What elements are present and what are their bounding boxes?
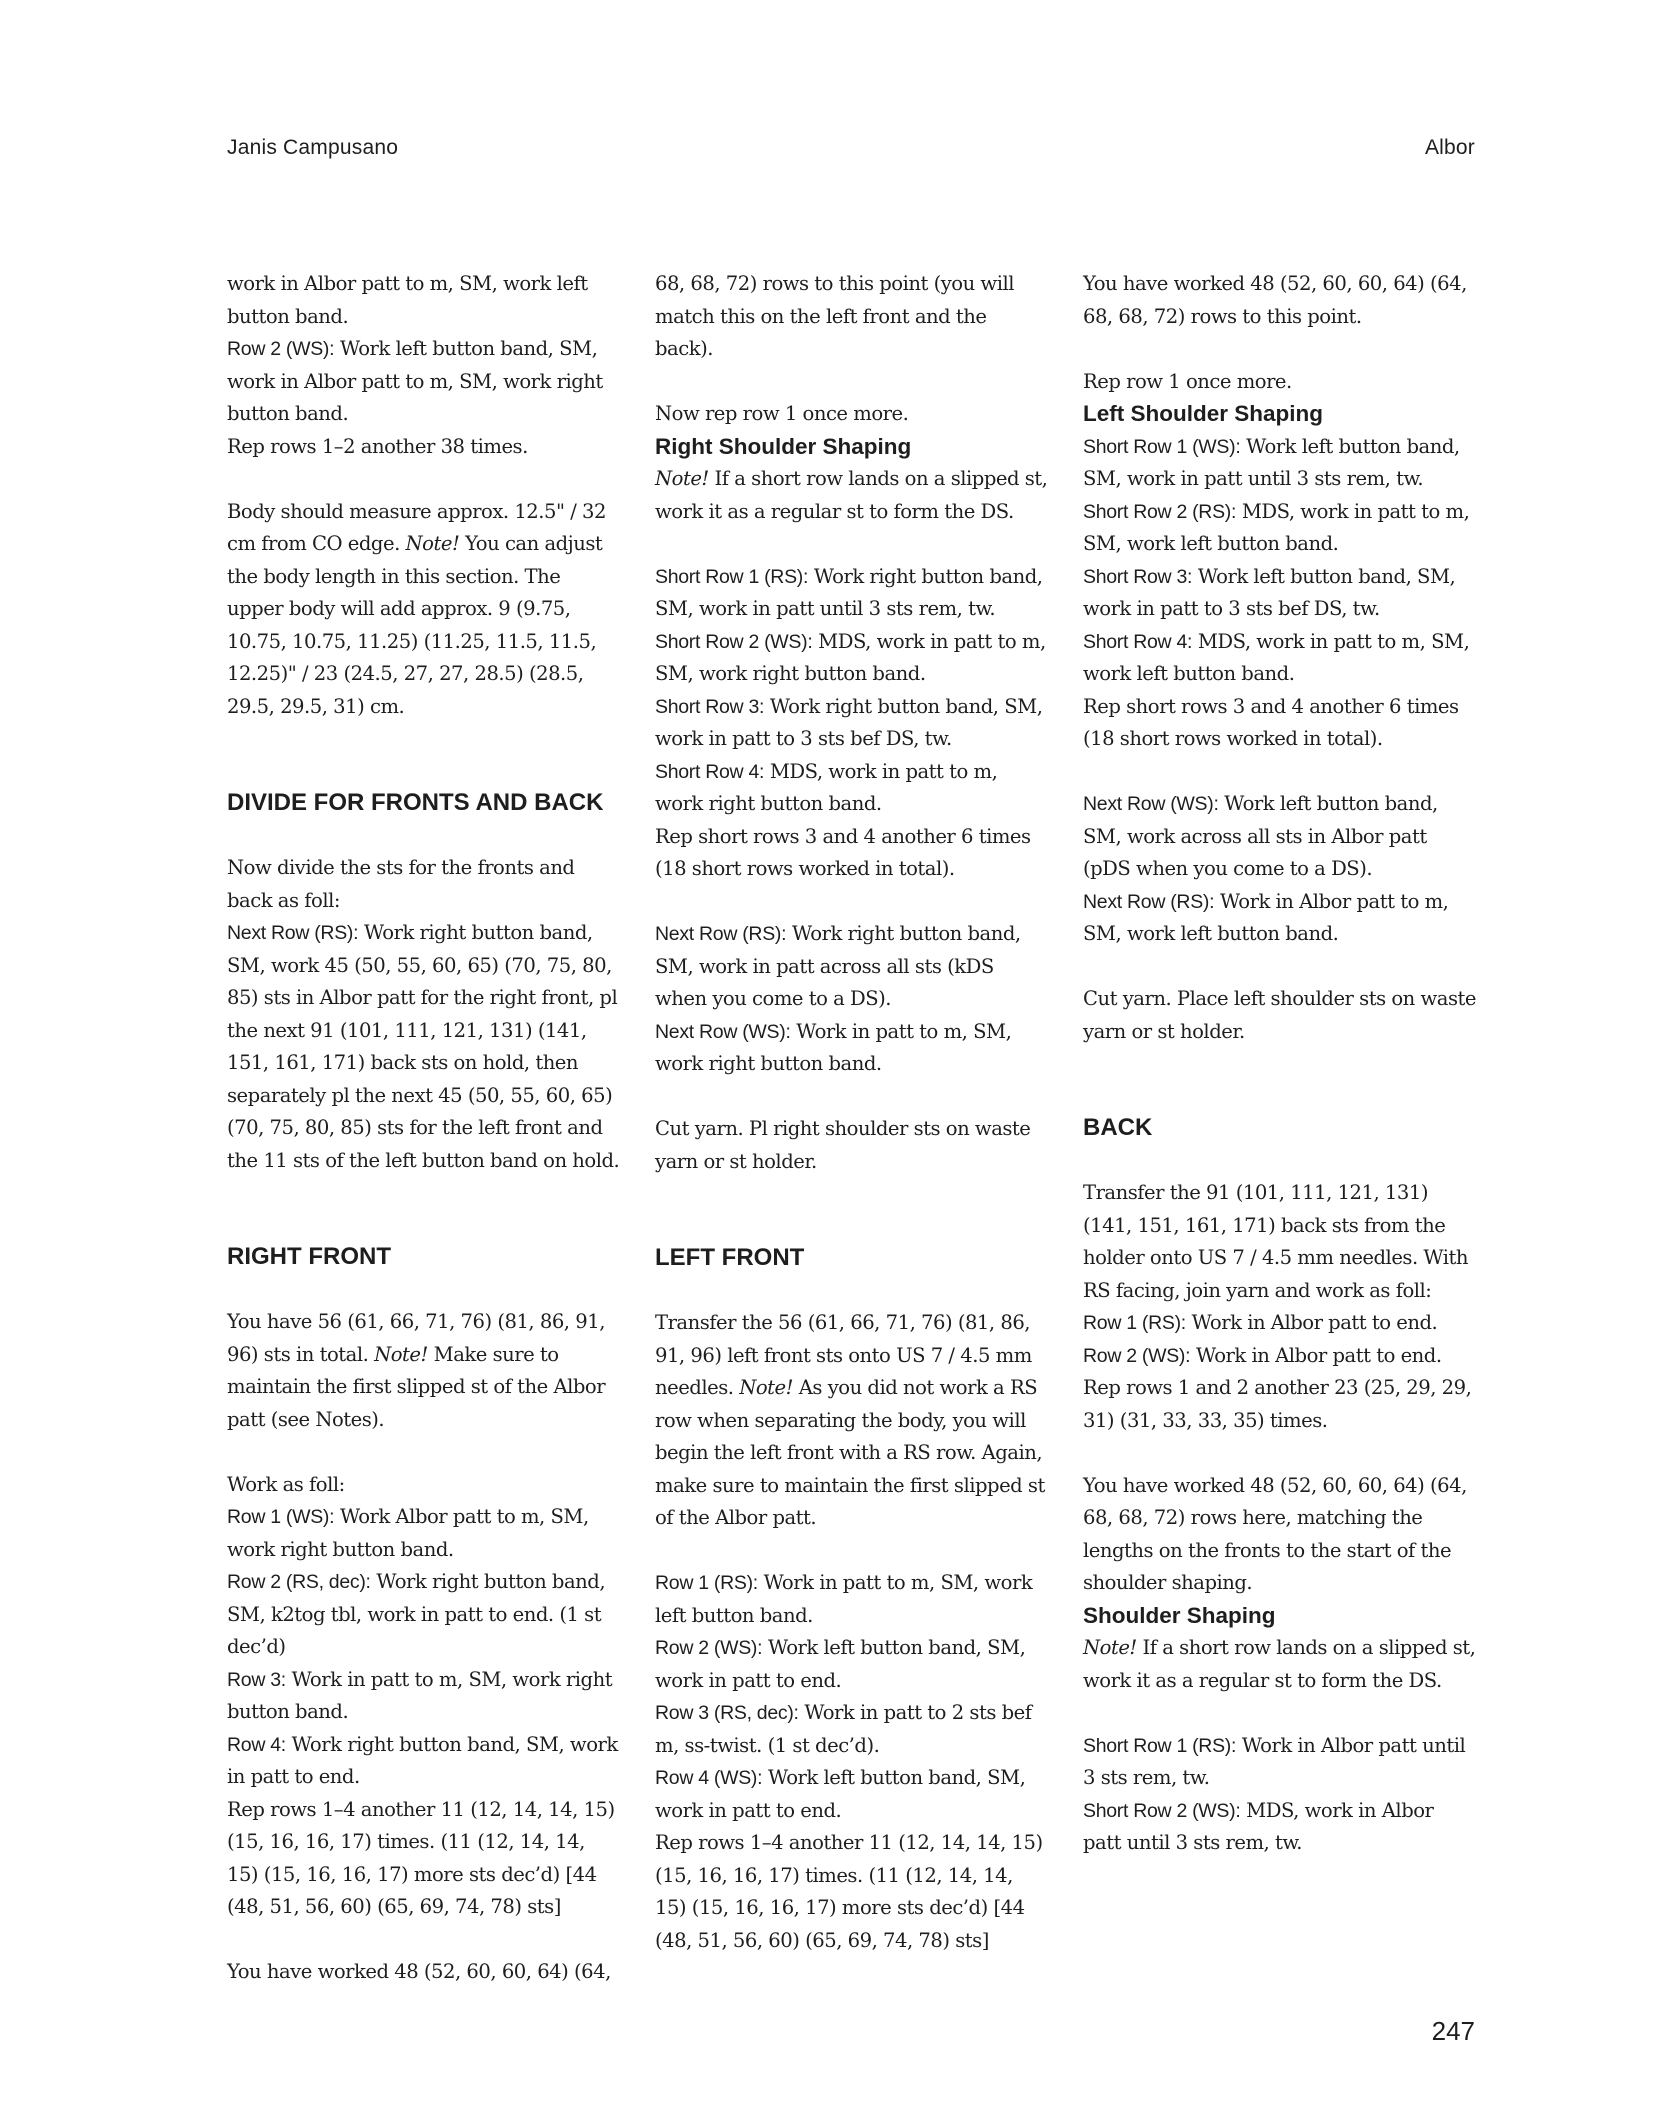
row-label: Short Row 2 (WS): (655, 630, 813, 653)
row-label: Short Row 4: (655, 760, 765, 783)
text: Transfer the 56 (61, 66, 71, 76) (81, 86, 91, 96) left front sts onto US 7 / 4.5 mm needles. (655, 1311, 1032, 1399)
row-text: Work right button band, SM, k2tog tbl, work in patt to end. (1 st dec’d) (227, 1570, 606, 1658)
instruction-row (655, 561, 1049, 626)
paragraph: Cut yarn. Place left shoulder sts on waste yarn or st holder. (1083, 987, 1476, 1043)
row-text: Work right button band, SM, work in patt until 3 sts rem, tw. (655, 564, 1043, 620)
column-3 (1083, 268, 1477, 1860)
instruction-row (1083, 1307, 1477, 1340)
row-text: Work left button band, SM, work in patt to end. (655, 1766, 1026, 1822)
instruction-row (1083, 1795, 1477, 1860)
paragraph: You have worked 48 (52, 60, 60, 64) (64, 68, 68, 72) rows here, matching the lengths on the fronts to the start of the shoulder shaping. (1083, 1473, 1467, 1594)
paragraph: Rep row 1 once more. (1083, 369, 1292, 393)
paragraph: Now divide the sts for the fronts and back as foll: (227, 856, 575, 912)
column-2 (655, 268, 1049, 1957)
row-label: Short Row 2 (RS): (1083, 500, 1237, 523)
row-text: Work in patt to 2 sts bef m, ss-twist. (1 st dec’d). (655, 1701, 1032, 1757)
row-text: Work right button band, SM, work 45 (50, 55, 60, 65) (70, 75, 80, 85) sts in Albor patt for the right front, pl the next 91 (101, 111, 121, 131) (141, 151, 161, 171) back sts on hold, then separately pl the next 45 (50, 55, 60, 65) (70, 75, 80, 85) sts for the left front and the 11 sts of the left button band on hold. (227, 921, 620, 1172)
text: Body should measure approx. 12.5" / 32 cm from CO edge. (227, 499, 606, 555)
instruction-row (1083, 626, 1477, 691)
row-label: Next Row (RS): (655, 923, 787, 945)
paragraph: Rep rows 1–2 another 38 times. (227, 434, 528, 458)
note-label: Note! (1083, 1636, 1137, 1659)
note-label: Note! (374, 1342, 428, 1366)
text: Make sure to maintain the first slipped st of the Albor patt (see Notes). (227, 1342, 606, 1431)
row-text: MDS, work in Albor patt until 3 sts rem, tw. (1083, 1798, 1434, 1854)
row-text: MDS, work in patt to m, SM, work right button band. (655, 629, 1046, 685)
paragraph: Transfer the 91 (101, 111, 121, 131) (141, 151, 161, 171) back sts from the holder onto US 7 / 4.5 mm needles. With RS facing, join yarn and work as foll: (1083, 1181, 1468, 1302)
row-text: Work in Albor patt to m, SM, work left button band. (1083, 889, 1449, 945)
instruction-row (655, 1567, 1049, 1632)
pattern-title: Albor (1424, 136, 1475, 159)
paragraph: Rep rows 1–4 another 11 (12, 14, 14, 15) (15, 16, 16, 17) times. (11 (12, 14, 14, 15) (15, 16, 16, 17) more sts dec’d) [44 (48, 51, 56, 60) (65, 69, 74, 78) sts] (227, 1797, 615, 1918)
paragraph (655, 463, 1049, 528)
instruction-row (1083, 431, 1477, 496)
text: If a short row lands on a slipped st, work it as a regular st to form the DS. (1083, 1636, 1476, 1692)
paragraph: work in Albor patt to m, SM, work left button band. (227, 272, 588, 328)
row-text: Work in Albor patt to end. (1195, 1343, 1442, 1367)
instruction-row (227, 917, 621, 1177)
paragraph: Rep rows 1 and 2 another 23 (25, 29, 29, 31) (31, 33, 33, 35) times. (1083, 1376, 1472, 1432)
paragraph: Work as foll: (227, 1472, 345, 1496)
paragraph (1083, 1632, 1477, 1697)
row-label: Short Row 1 (RS): (1083, 1734, 1237, 1757)
paragraph: Now rep row 1 once more. (655, 402, 909, 425)
paragraph: Cut yarn. Pl right shoulder sts on waste yarn or st holder. (655, 1117, 1031, 1173)
instruction-row (1083, 1730, 1477, 1795)
row-label: Short Row 1 (RS): (655, 565, 809, 588)
row-label: Row 2 (WS): (655, 1637, 763, 1659)
row-label: Short Row 2 (WS): (1083, 1799, 1241, 1822)
row-label: Row 4: (227, 1733, 286, 1756)
row-label: Row 2 (RS, dec): (227, 1571, 371, 1593)
row-text: Work left button band, SM, work in patt until 3 sts rem, tw. (1083, 434, 1460, 490)
instruction-row (1083, 788, 1477, 886)
row-text: Work left button band, SM, work across all sts in Albor patt (pDS when you come to a DS). (1083, 792, 1438, 880)
author-name: Janis Campusano (227, 136, 399, 159)
row-text: MDS, work in patt to m, work right button band. (655, 759, 998, 815)
paragraph: 68, 68, 72) rows to this point (you will match this on the left front and the back). (655, 272, 1014, 360)
row-text: Work in Albor patt until 3 sts rem, tw. (1083, 1733, 1466, 1789)
text: As you did not work a RS row when separating the body, you will begin the left front with a RS row. Again, make sure to maintain the first slipped st of the Albor patt. (655, 1376, 1045, 1529)
instruction-row (655, 1632, 1049, 1697)
paragraph: You have worked 48 (52, 60, 60, 64) (64, (227, 1960, 611, 1983)
instruction-row (1083, 1340, 1477, 1373)
row-text: Work in patt to m, SM, work right button band. (227, 1667, 613, 1723)
row-label: Row 2 (WS): (227, 338, 335, 360)
instruction-row (655, 1016, 1049, 1081)
instruction-row (1083, 561, 1477, 626)
row-text: Work right button band, SM, work in patt to 3 sts bef DS, tw. (655, 694, 1043, 750)
section-heading: RIGHT FRONT (227, 1243, 391, 1270)
row-text: Work Albor patt to m, SM, work right button band. (227, 1505, 589, 1561)
instruction-row (655, 756, 1049, 821)
paragraph: Rep short rows 3 and 4 another 6 times (18 short rows worked in total). (1083, 694, 1459, 750)
page-number: 247 (1431, 2016, 1475, 2046)
subsection-heading: Right Shoulder Shaping (655, 433, 912, 459)
paragraph (227, 1306, 621, 1436)
text: If a short row lands on a slipped st, work it as a regular st to form the DS. (655, 467, 1048, 523)
paragraph (227, 496, 621, 724)
instruction-row (655, 918, 1049, 1016)
instruction-row (1083, 496, 1477, 561)
row-label: Row 2 (WS): (1083, 1344, 1191, 1367)
instruction-row (655, 626, 1049, 691)
row-text: MDS, work in patt to m, SM, work left button band. (1083, 499, 1470, 555)
row-text: Work right button band, SM, work in patt to end. (227, 1732, 618, 1788)
instruction-row (227, 1501, 621, 1566)
section-heading: BACK (1083, 1114, 1153, 1141)
row-label: Short Row 4: (1083, 630, 1193, 653)
row-label: Row 1 (WS): (227, 1506, 335, 1528)
instruction-row (227, 1566, 621, 1664)
row-label: Row 4 (WS): (655, 1767, 763, 1789)
instruction-row (655, 1697, 1049, 1762)
instruction-row (227, 1664, 621, 1729)
section-heading: LEFT FRONT (655, 1244, 805, 1271)
row-text: Work left button band, SM, work in patt to 3 sts bef DS, tw. (1083, 564, 1456, 620)
row-label: Short Row 3: (655, 695, 765, 718)
row-label: Row 3: (227, 1668, 286, 1691)
row-label: Row 1 (RS): (1083, 1312, 1186, 1334)
row-label: Row 3 (RS, dec): (655, 1702, 799, 1724)
row-text: Work in patt to m, SM, work left button band. (655, 1571, 1033, 1627)
subsection-heading: Shoulder Shaping (1083, 1602, 1276, 1628)
paragraph (655, 1307, 1049, 1535)
note-label: Note! (405, 532, 460, 555)
instruction-row (227, 1729, 621, 1794)
instruction-row (227, 333, 621, 431)
instruction-row (1083, 886, 1477, 951)
row-label: Next Row (RS): (1083, 890, 1215, 913)
text: You have 56 (61, 66, 71, 76) (81, 86, 91, 96) sts in total. (227, 1310, 605, 1366)
text: You can adjust the body length in this section. The upper body will add approx. 9 (9.75, 10.75, 10.75, 11.25) (11.25, 11.5, 11.5, 12.25)" / 23 (24.5, 27, 27, 28.5) (28.5, 29.5, 29.5, 31) cm. (227, 532, 603, 718)
paragraph: You have worked 48 (52, 60, 60, 64) (64, 68, 68, 72) rows to this point. (1083, 272, 1467, 328)
section-heading: DIVIDE FOR FRONTS AND BACK (227, 789, 604, 816)
row-label: Next Row (WS): (655, 1020, 791, 1043)
paragraph: Rep rows 1–4 another 11 (12, 14, 14, 15) (15, 16, 16, 17) times. (11 (12, 14, 14, 15) (15, 16, 16, 17) more sts dec’d) [44 (48, 51, 56, 60) (65, 69, 74, 78) sts] (655, 1831, 1043, 1952)
row-text: MDS, work in patt to m, SM, work left button band. (1083, 629, 1470, 685)
row-label: Next Row (RS): (227, 922, 359, 944)
row-text: Work right button band, SM, work in patt across all sts (kDS when you come to a DS). (655, 922, 1021, 1010)
row-label: Next Row (WS): (1083, 793, 1219, 815)
paragraph: Rep short rows 3 and 4 another 6 times (18 short rows worked in total). (655, 824, 1031, 880)
note-label: Note! (739, 1376, 794, 1399)
instruction-row (655, 1762, 1049, 1827)
subsection-heading: Left Shoulder Shaping (1083, 401, 1323, 426)
row-label: Short Row 1 (WS): (1083, 435, 1241, 458)
row-text: Work in Albor patt to end. (1191, 1311, 1438, 1334)
row-text: Work left button band, SM, work in patt to end. (655, 1636, 1026, 1692)
row-label: Short Row 3: (1083, 565, 1193, 588)
row-text: Work in patt to m, SM, work right button band. (655, 1019, 1012, 1075)
instruction-row (655, 691, 1049, 756)
row-text: Work left button band, SM, work in Albor patt to m, SM, work right button band. (227, 337, 603, 425)
row-label: Row 1 (RS): (655, 1572, 758, 1594)
column-1 (227, 268, 621, 1989)
note-label: Note! (655, 467, 709, 490)
